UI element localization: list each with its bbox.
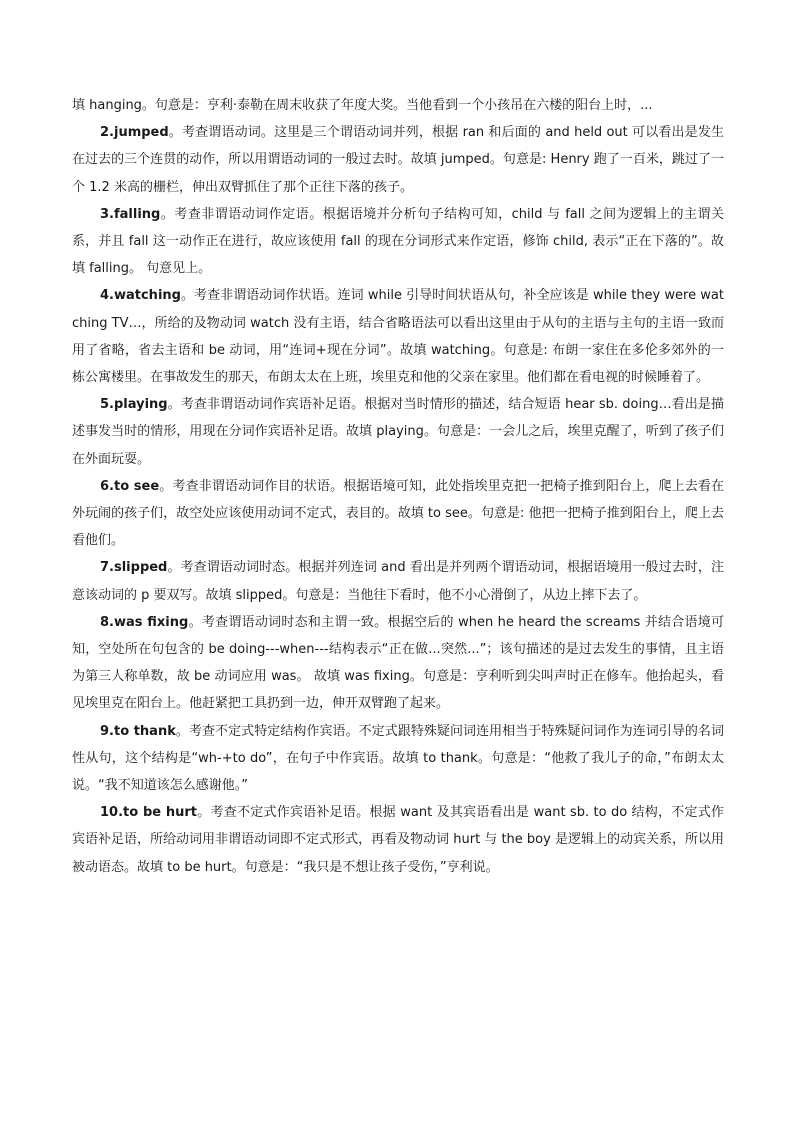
answer-explanation: 。考查不定式特定结构作宾语。不定式跟特殊疑问词连用相当于特殊疑问词作为连词引导的名词性从句，这个结构是“wh-+to do”，在句子中作宾语。故填 to thank。句意是：“他救了我儿子的命，”布朗太太说。“我不知道该怎么感谢他。” bbox=[72, 723, 724, 794]
answer-key: 7.slipped bbox=[100, 560, 168, 576]
answer-item-5 bbox=[72, 391, 724, 473]
answer-explanation: 。考查非谓语动词作状语。连词 while 引导时间状语从句，补全应该是 while they were watching TV…，所给的及物动词 watch 没有主语，结合省略语法可以看出这里由于从句的主语与主句的主语一致而用了省略，省去主语和 be 动词，用“连词+现在分词”。故填 watching。句意是: 布朗一家住在多伦多郊外的一栋公寓楼里。在事故发生的那天，布朗太太在上班，埃里克和他的父亲在家里。他们都在看电视的时候睡着了。 bbox=[72, 288, 724, 386]
answer-explanation: 。考查非谓语动词作定语。根据语境并分析句子结构可知，child 与 fall 之间为逻辑上的主谓关系，并且 fall 这一动作正在进行，故应该使用 fall 的现在分词形式来作定语，修饰 child, 表示“正在下落的”。故填 falling。 句意见上。 bbox=[72, 206, 724, 277]
answer-item-3 bbox=[72, 201, 724, 283]
answer-explanation: 。考查不定式作宾语补足语。根据 want 及其宾语看出是 want sb. to do 结构，不定式作宾语补足语，所给动词用非谓语动词即不定式形式，再看及物动词 hurt 与 the boy 是逻辑上的动宾关系，所以用被动语态。故填 to be hurt。句意是：“我只是不想让孩子受伤，”亨利说。 bbox=[72, 805, 725, 875]
answer-item-8 bbox=[72, 609, 724, 718]
answer-key: 5.playing bbox=[100, 397, 168, 413]
answer-explanation: 。考查谓语动词时态和主谓一致。根据空后的 when he heard the screams 并结合语境可知，空处所在句包含的 be doing---when---结构表示“正在做...突然...”；该句描述的是过去发生的事情，且主语为第三人称单数，故 be 动词应用 was。 故填 was fixing。句意是：亨利听到尖叫声时正在修车。他抬起头，看见埃里克在阳台上。他赶紧把工具扔到一边，伸开双臂跑了起来。 bbox=[72, 614, 724, 712]
answer-item-9 bbox=[72, 718, 724, 800]
answer-item-10 bbox=[72, 799, 724, 881]
answer-key: 4.watching bbox=[100, 288, 181, 304]
answer-item-4 bbox=[72, 282, 724, 391]
answer-item-7 bbox=[72, 554, 724, 608]
answer-key: 10.to be hurt bbox=[100, 805, 197, 821]
continuation-paragraph: 填 hanging。句意是：亨利·泰勒在周末收获了年度大奖。当他看到一个小孩吊在六楼的阳台上时，... bbox=[72, 98, 653, 113]
answer-key: 3.falling bbox=[100, 206, 161, 222]
answer-explanation: 。考查谓语动词时态。根据并列连词 and 看出是并列两个谓语动词，根据语境用一般过去时，注意该动词的 p 要双写。故填 slipped。句意是：当他往下看时，他不小心滑倒了，从边上摔下去了。 bbox=[72, 560, 724, 603]
answer-key: 9.to thank bbox=[100, 723, 176, 739]
document-page bbox=[72, 92, 724, 881]
answer-key: 6.to see bbox=[100, 478, 160, 494]
answer-key: 2.jumped bbox=[100, 125, 169, 141]
answer-item-6 bbox=[72, 473, 724, 555]
answer-key: 8.was fixing bbox=[100, 614, 189, 630]
answer-explanation: 。考查谓语动词。这里是三个谓语动词并列，根据 ran 和后面的 and held out 可以看出是发生在过去的三个连贯的动作，所以用谓语动词的一般过去时。故填 jumped。句意是: Henry 跑了一百米，跳过了一个 1.2 米高的栅栏，伸出双臂抓住了那个正往下落的孩子。 bbox=[72, 125, 724, 195]
answer-explanation: 。考查非谓语动词作宾语补足语。根据对当时情形的描述，结合短语 hear sb. doing…看出是描述事发当时的情形，用现在分词作宾语补足语。故填 playing。句意是：一会儿之后，埃里克醒了，听到了孩子们在外面玩耍。 bbox=[72, 397, 724, 467]
answer-explanation: 。考查非谓语动词作目的状语。根据语境可知，此处指埃里克把一把椅子推到阳台上，爬上去看在外玩闹的孩子们，故空处应该使用动词不定式，表目的。故填 to see。句意是: 他把一把椅子推到阳台上，爬上去看他们。 bbox=[72, 478, 724, 549]
answer-item-2 bbox=[72, 119, 724, 201]
